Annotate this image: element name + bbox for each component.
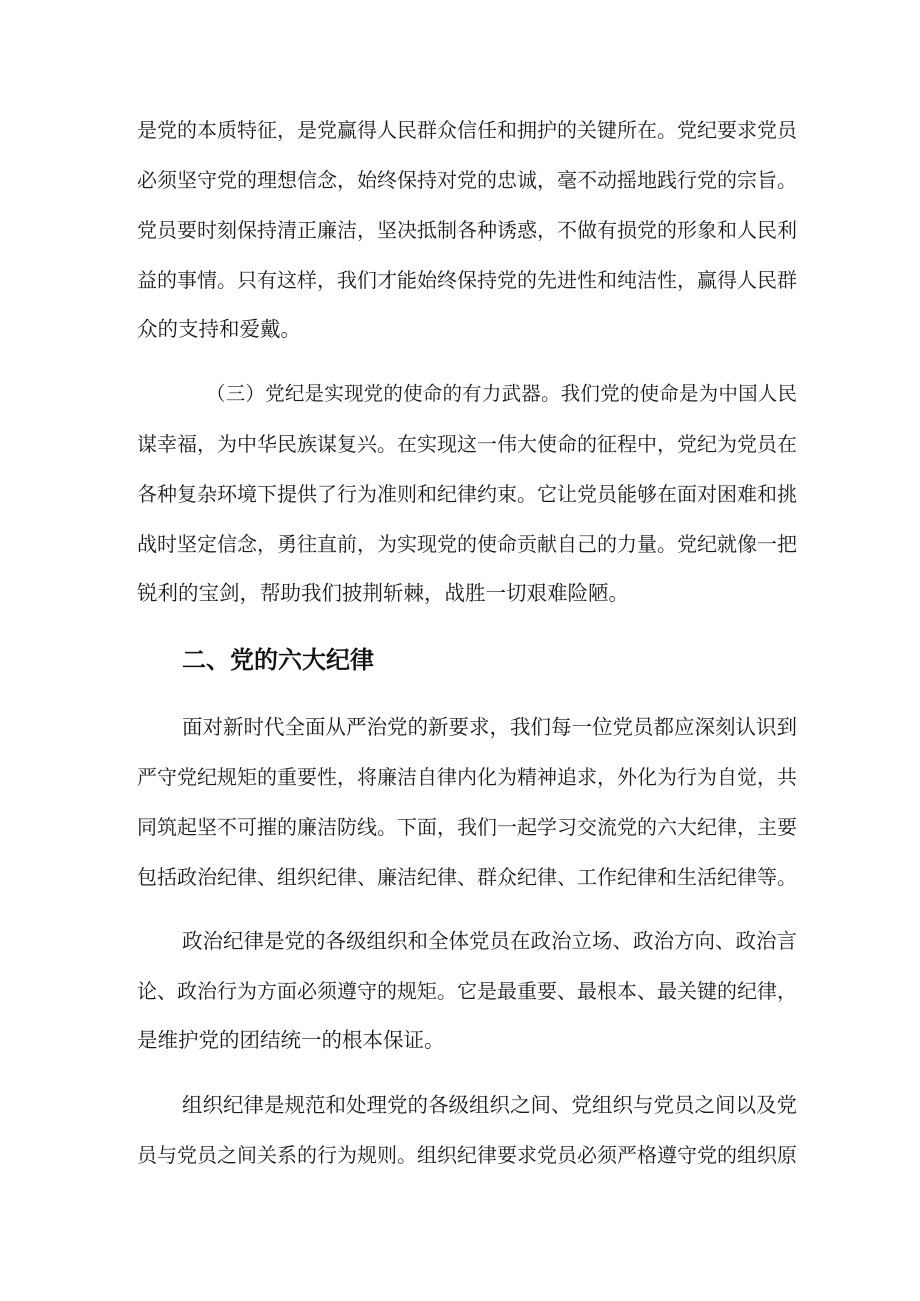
paragraph-line: 员与党员之间关系的行为规则。组织纪律要求党员必须严格遵守党的组织原	[137, 1143, 797, 1167]
paragraph-line: 同筑起坚不可摧的廉洁防线。下面，我们一起学习交流党的六大纪律，主要	[137, 815, 797, 839]
paragraph-line: 包括政治纪律、组织纪律、廉洁纪律、群众纪律、工作纪律和生活纪律等。	[137, 865, 797, 889]
paragraph-line: 益的事情。只有这样，我们才能始终保持党的先进性和纯洁性，赢得人民群	[137, 268, 797, 292]
paragraph-line: 各种复杂环境下提供了行为准则和纪律约束。它让党员能够在面对困难和挑	[137, 482, 797, 506]
paragraph-line: 面对新时代全面从严治党的新要求，我们每一位党员都应深刻认识到	[182, 715, 797, 739]
paragraph-line: 必须坚守党的理想信念，始终保持对党的忠诚，毫不动摇地践行党的宗旨。	[137, 168, 797, 192]
paragraph-line: 众的支持和爱戴。	[137, 317, 301, 341]
paragraph-line: 严守党纪规矩的重要性，将廉洁自律内化为精神追求，外化为行为自觉，共	[137, 765, 797, 789]
paragraph-line: 是维护党的团结统一的根本保证。	[137, 1028, 445, 1052]
paragraph-line: 战时坚定信念，勇往直前，为实现党的使命贡献自己的力量。党纪就像一把	[137, 532, 797, 556]
paragraph-line: 是党的本质特征，是党赢得人民群众信任和拥护的关键所在。党纪要求党员	[137, 118, 797, 142]
paragraph-line: 党员要时刻保持清正廉洁，坚决抵制各种诱惑，不做有损党的形象和人民利	[137, 218, 797, 242]
paragraph-line: 政治纪律是党的各级组织和全体党员在政治立场、政治方向、政治言	[182, 929, 797, 953]
section-heading: 二、党的六大纪律	[182, 646, 374, 674]
paragraph-line: 锐利的宝剑，帮助我们披荆斩棘，战胜一切艰难险陋。	[137, 581, 629, 605]
paragraph-line: 论、政治行为方面必须遵守的规矩。它是最重要、最根本、最关键的纪律，	[137, 979, 797, 1003]
paragraph-line: 谋幸福，为中华民族谋复兴。在实现这一伟大使命的征程中，党纪为党员在	[137, 432, 797, 456]
paragraph-line: （三）党纪是实现党的使命的有力武器。我们党的使命是为中国人民	[206, 382, 797, 405]
paragraph-line: 组织纪律是规范和处理党的各级组织之间、党组织与党员之间以及党	[182, 1093, 797, 1117]
